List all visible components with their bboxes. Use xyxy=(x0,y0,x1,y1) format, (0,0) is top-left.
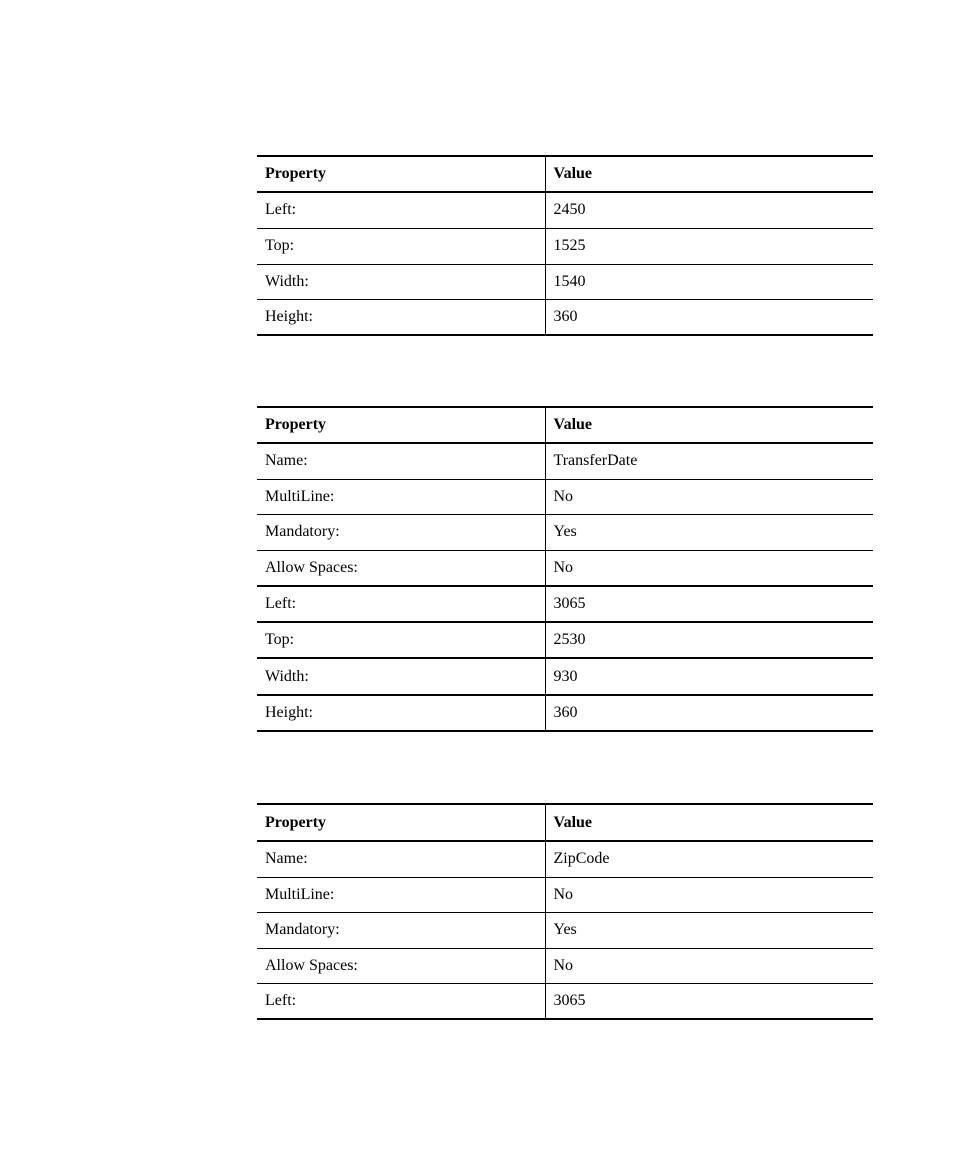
value-cell: No xyxy=(545,479,873,514)
table-row xyxy=(257,586,873,622)
value-cell: No xyxy=(545,550,873,586)
property-cell: Allow Spaces: xyxy=(257,948,545,983)
property-cell: Width: xyxy=(257,658,545,695)
value-cell: 3065 xyxy=(545,586,873,622)
header-value: Value xyxy=(545,804,873,841)
value-cell: No xyxy=(545,948,873,983)
header-value: Value xyxy=(545,407,873,443)
table-row xyxy=(257,228,873,264)
table-row xyxy=(257,479,873,514)
value-cell: 360 xyxy=(545,299,873,335)
table-row xyxy=(257,550,873,586)
property-cell: Height: xyxy=(257,695,545,731)
property-cell: MultiLine: xyxy=(257,877,545,912)
value-cell: No xyxy=(545,877,873,912)
header-property: Property xyxy=(257,804,545,841)
property-cell: Allow Spaces: xyxy=(257,550,545,586)
table-row xyxy=(257,983,873,1019)
value-cell: ZipCode xyxy=(545,841,873,877)
table-header-row xyxy=(257,156,873,192)
property-cell: Mandatory: xyxy=(257,912,545,948)
value-cell: 930 xyxy=(545,658,873,695)
table-header-row xyxy=(257,804,873,841)
property-table-zipcode xyxy=(257,803,873,1020)
property-table-transferdate xyxy=(257,406,873,732)
table-row xyxy=(257,192,873,228)
table-row xyxy=(257,695,873,731)
value-cell: 2530 xyxy=(545,622,873,658)
property-cell: Width: xyxy=(257,264,545,299)
property-cell: Left: xyxy=(257,586,545,622)
property-cell: Name: xyxy=(257,443,545,479)
property-cell: Top: xyxy=(257,228,545,264)
value-cell: TransferDate xyxy=(545,443,873,479)
value-cell: 360 xyxy=(545,695,873,731)
property-cell: MultiLine: xyxy=(257,479,545,514)
table-row xyxy=(257,514,873,550)
property-cell: Top: xyxy=(257,622,545,658)
table-row xyxy=(257,658,873,695)
table-row xyxy=(257,443,873,479)
value-cell: Yes xyxy=(545,514,873,550)
table-row xyxy=(257,264,873,299)
property-cell: Height: xyxy=(257,299,545,335)
table-row xyxy=(257,948,873,983)
value-cell: 1540 xyxy=(545,264,873,299)
value-cell: Yes xyxy=(545,912,873,948)
value-cell: 1525 xyxy=(545,228,873,264)
header-property: Property xyxy=(257,156,545,192)
table-header-row xyxy=(257,407,873,443)
table-row xyxy=(257,912,873,948)
header-value: Value xyxy=(545,156,873,192)
value-cell: 3065 xyxy=(545,983,873,1019)
table-row xyxy=(257,877,873,912)
table-row xyxy=(257,299,873,335)
property-cell: Left: xyxy=(257,192,545,228)
property-cell: Mandatory: xyxy=(257,514,545,550)
header-property: Property xyxy=(257,407,545,443)
property-cell: Name: xyxy=(257,841,545,877)
table-row xyxy=(257,622,873,658)
value-cell: 2450 xyxy=(545,192,873,228)
table-row xyxy=(257,841,873,877)
property-cell: Left: xyxy=(257,983,545,1019)
property-table-position xyxy=(257,155,873,336)
